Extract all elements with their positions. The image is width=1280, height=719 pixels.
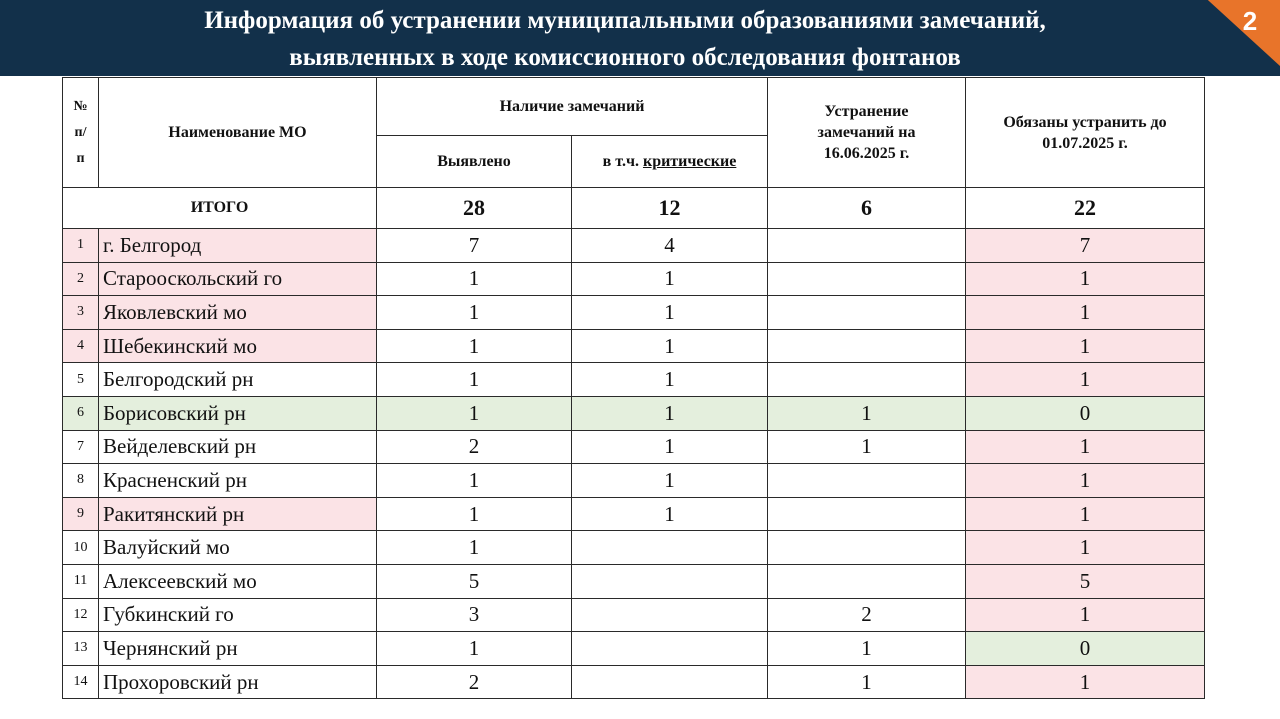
row-fixed [768,531,966,565]
row-detected: 1 [377,363,572,397]
row-obliged: 7 [966,229,1205,263]
slide-title-line-1: Информация об устранении муниципальными образованиями замечаний, [204,7,1046,34]
row-number: 9 [63,497,99,531]
remarks-table [62,77,1205,699]
row-critical: 1 [572,497,768,531]
table-row [63,665,1205,699]
row-number: 1 [63,229,99,263]
row-number: 3 [63,296,99,330]
row-detected: 1 [377,262,572,296]
table-row [63,497,1205,531]
table-row [63,329,1205,363]
row-mo-name: Ракитянский рн [99,497,377,531]
row-fixed: 1 [768,396,966,430]
row-critical [572,564,768,598]
table-row [63,464,1205,498]
row-mo-name: Шебекинский мо [99,329,377,363]
row-obliged: 5 [966,564,1205,598]
row-fixed: 1 [768,665,966,699]
row-number: 14 [63,665,99,699]
row-obliged: 1 [966,363,1205,397]
row-obliged: 1 [966,497,1205,531]
row-detected: 2 [377,430,572,464]
row-fixed: 1 [768,430,966,464]
header-remarks-group: Наличие замечаний [377,78,768,136]
table-row [63,564,1205,598]
header-obliged: Обязаны устранить до 01.07.2025 г. [966,78,1205,188]
total-fixed: 6 [768,188,966,229]
row-fixed: 1 [768,632,966,666]
row-fixed [768,296,966,330]
row-obliged: 1 [966,430,1205,464]
row-obliged: 1 [966,262,1205,296]
row-detected: 1 [377,464,572,498]
row-mo-name: Губкинский го [99,598,377,632]
row-mo-name: Старооскольский го [99,262,377,296]
row-mo-name: Яковлевский мо [99,296,377,330]
page-number: 2 [1242,6,1258,36]
table-row [63,531,1205,565]
row-obliged: 1 [966,329,1205,363]
slide-header [0,0,1280,76]
row-detected: 2 [377,665,572,699]
row-mo-name: Валуйский мо [99,531,377,565]
total-obliged: 22 [966,188,1205,229]
row-number: 8 [63,464,99,498]
total-detected: 28 [377,188,572,229]
row-detected: 1 [377,531,572,565]
row-mo-name: Белгородский рн [99,363,377,397]
row-detected: 1 [377,296,572,330]
row-fixed [768,564,966,598]
row-fixed [768,262,966,296]
header-name: Наименование МО [99,78,377,188]
header-detected: Выявлено [377,136,572,188]
row-number: 11 [63,564,99,598]
table-row [63,229,1205,263]
row-critical: 1 [572,363,768,397]
row-obliged: 0 [966,396,1205,430]
header-critical-word: критические [642,153,737,170]
row-obliged: 1 [966,665,1205,699]
row-detected: 1 [377,329,572,363]
row-critical: 4 [572,229,768,263]
row-fixed [768,464,966,498]
row-mo-name: Алексеевский мо [99,564,377,598]
row-critical [572,665,768,699]
row-detected: 1 [377,396,572,430]
row-obliged: 1 [966,464,1205,498]
row-number: 5 [63,363,99,397]
header-critical [572,136,768,188]
row-critical: 1 [572,329,768,363]
row-mo-name: Красненский рн [99,464,377,498]
row-number: 6 [63,396,99,430]
total-label: ИТОГО [63,188,377,229]
row-critical: 1 [572,464,768,498]
row-number: 4 [63,329,99,363]
table-row [63,598,1205,632]
row-fixed [768,497,966,531]
total-row [63,188,1205,229]
row-detected: 5 [377,564,572,598]
row-fixed [768,229,966,263]
row-mo-name: Вейделевский рн [99,430,377,464]
row-fixed [768,329,966,363]
row-mo-name: Борисовский рн [99,396,377,430]
row-number: 10 [63,531,99,565]
row-fixed: 2 [768,598,966,632]
table-row [63,363,1205,397]
row-critical: 1 [572,262,768,296]
row-obliged: 0 [966,632,1205,666]
row-obliged: 1 [966,531,1205,565]
header-number: № п/ п [63,78,99,188]
table-row [63,262,1205,296]
header-critical-prefix: в т.ч. [602,153,639,170]
row-obliged: 1 [966,296,1205,330]
row-critical [572,531,768,565]
row-critical: 1 [572,430,768,464]
row-critical: 1 [572,296,768,330]
row-detected: 1 [377,497,572,531]
row-fixed [768,363,966,397]
slide-title-line-2: выявленных в ходе комиссионного обследования фонтанов [289,44,961,71]
table-row [63,632,1205,666]
table-row [63,430,1205,464]
row-critical [572,632,768,666]
row-mo-name: Чернянский рн [99,632,377,666]
row-detected: 3 [377,598,572,632]
total-critical: 12 [572,188,768,229]
row-detected: 7 [377,229,572,263]
row-number: 7 [63,430,99,464]
row-critical: 1 [572,396,768,430]
table-row [63,396,1205,430]
row-critical [572,598,768,632]
row-mo-name: г. Белгород [99,229,377,263]
row-obliged: 1 [966,598,1205,632]
row-number: 2 [63,262,99,296]
row-mo-name: Прохоровский рн [99,665,377,699]
row-number: 12 [63,598,99,632]
table-row [63,296,1205,330]
row-number: 13 [63,632,99,666]
header-fixed: Устранение замечаний на 16.06.2025 г. [768,78,966,188]
row-detected: 1 [377,632,572,666]
